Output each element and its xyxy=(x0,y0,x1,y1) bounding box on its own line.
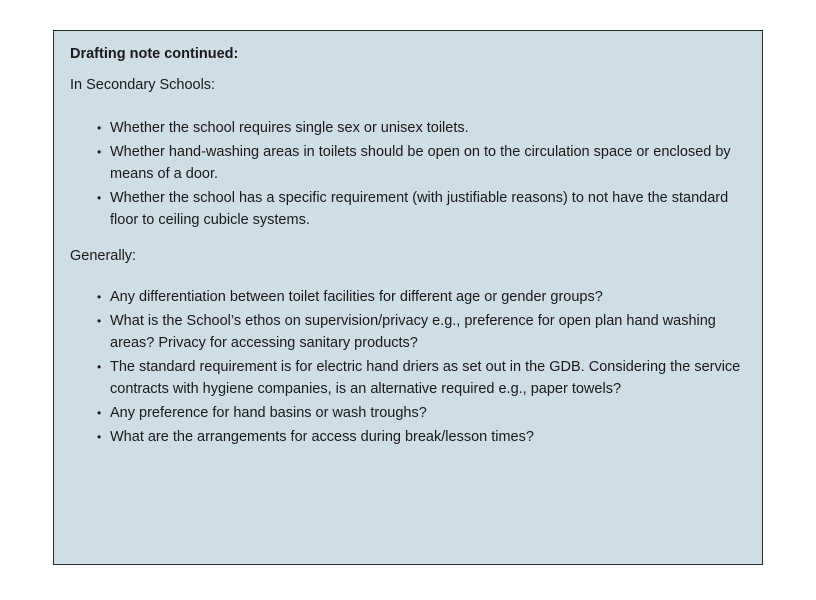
secondary-schools-list xyxy=(70,117,746,231)
bullet-icon: • xyxy=(97,191,102,205)
drafting-note-box xyxy=(53,30,763,565)
list-item-text: What are the arrangements for access during break/lesson times? xyxy=(110,429,534,445)
bullet-icon: • xyxy=(97,290,102,304)
secondary-schools-heading: In Secondary Schools: xyxy=(70,77,216,93)
bullet-icon: • xyxy=(97,360,102,374)
list-item xyxy=(97,402,746,424)
note-title: Drafting note continued: xyxy=(70,46,239,62)
list-item xyxy=(97,356,746,400)
list-item xyxy=(97,310,746,354)
list-item xyxy=(97,141,746,185)
bullet-icon: • xyxy=(97,430,102,444)
list-item-text: The standard requirement is for electric hand driers as set out in the GDB. Considering the service contracts with hygiene companies, is an alternative required e.g., paper towels? xyxy=(110,359,741,397)
list-item-text: What is the School’s ethos on supervision/privacy e.g., preference for open plan hand washing areas? Privacy for accessing sanitary products? xyxy=(110,313,716,351)
list-item xyxy=(97,426,746,448)
list-item-text: Whether the school has a specific requirement (with justifiable reasons) to not have the standard floor to ceiling cubicle systems. xyxy=(110,190,729,228)
generally-heading: Generally: xyxy=(70,248,137,264)
bullet-icon: • xyxy=(97,145,102,159)
list-item-text: Any differentiation between toilet facilities for different age or gender groups? xyxy=(110,289,603,305)
general-list xyxy=(70,286,746,448)
list-item xyxy=(97,117,746,139)
list-item xyxy=(97,286,746,308)
bullet-icon: • xyxy=(97,314,102,328)
bullet-icon: • xyxy=(97,406,102,420)
list-item-text: Any preference for hand basins or wash troughs? xyxy=(110,405,427,421)
list-item xyxy=(97,187,746,231)
list-item-text: Whether hand-washing areas in toilets should be open on to the circulation space or enclosed by means of a door. xyxy=(110,144,731,182)
bullet-icon: • xyxy=(97,121,102,135)
list-item-text: Whether the school requires single sex or unisex toilets. xyxy=(110,120,469,136)
